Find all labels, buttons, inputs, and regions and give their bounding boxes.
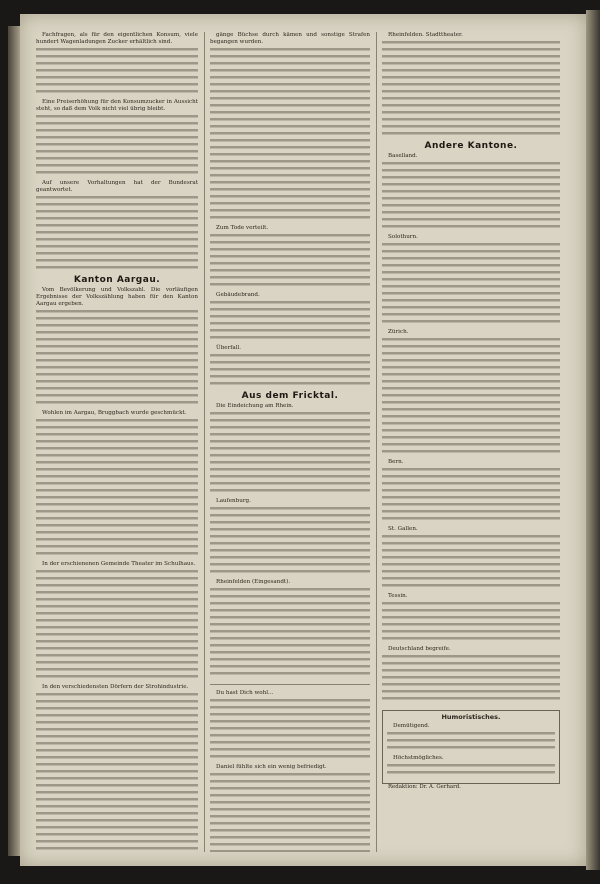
humor-box-title: Humoristisches. — [441, 713, 501, 721]
article-zucker: Eine Preiserhöhung für den Konsumzucker in Aussicht steht, so daß dem Volk nicht viel übrig bleibt. — [36, 99, 198, 112]
text-lines — [387, 764, 555, 778]
text-lines — [210, 48, 370, 223]
text-lines — [210, 588, 370, 678]
text-lines — [387, 732, 555, 753]
article-baselland: Baselland. — [388, 153, 418, 159]
text-lines — [210, 354, 370, 389]
text-lines — [382, 338, 560, 457]
article-zum-tod: Zum Tode verteilt. — [216, 225, 269, 231]
article-ueberfall: Überfall. — [216, 345, 242, 351]
text-lines — [210, 507, 370, 577]
text-lines — [210, 699, 370, 762]
text-lines — [382, 162, 560, 232]
newspaper-page — [20, 14, 586, 866]
column-3 — [382, 32, 560, 852]
article-deutschland: Deutschland begreife. — [388, 646, 451, 652]
text-lines — [382, 535, 560, 591]
text-lines — [36, 196, 198, 273]
column-rule — [376, 32, 377, 852]
article-eindeichung: Die Eindeichung am Rhein. — [216, 403, 294, 409]
humor-box — [382, 710, 560, 784]
article-theater: In der erschienenen Gemeinde Theater im Schulhaus. — [42, 561, 196, 567]
article-st-gallen: St. Gallen. — [388, 526, 418, 532]
column-2 — [210, 32, 370, 680]
text-lines — [36, 693, 198, 852]
text-lines — [382, 468, 560, 524]
text-lines — [36, 419, 198, 559]
text-lines — [36, 115, 198, 178]
article-wohlen: Wohlen im Aargau, Bruggbach wurde geschmückt. — [42, 410, 187, 416]
article-laufenburg: Laufenburg. — [216, 498, 251, 504]
editor-footer: Redaktion: Dr. A. Gerhard. — [388, 784, 461, 790]
humor-item: Höchstmögliches. — [393, 755, 444, 761]
section-rule — [210, 684, 370, 685]
serial-story — [210, 690, 370, 852]
story-paragraph: Du hast Dich wohl... — [216, 690, 274, 696]
text-lines — [382, 41, 560, 139]
column-1 — [36, 32, 198, 852]
article-zuerich: Zürich. — [388, 329, 409, 335]
article-solothurn: Solothurn. — [388, 234, 418, 240]
text-lines — [210, 301, 370, 343]
text-lines — [210, 412, 370, 496]
story-paragraph: Daniel fühlte sich ein wenig befriedigt. — [216, 764, 327, 770]
article-stadttheater: Rheinfelden. Stadttheater. — [388, 32, 463, 38]
text-lines — [382, 243, 560, 327]
section-heading-fricktal: Aus dem Fricktal. — [241, 391, 339, 401]
article-bern: Bern. — [388, 459, 404, 465]
article-rheinfelden: Rheinfelden (Eingesandt). — [216, 579, 291, 585]
column-rule — [204, 32, 205, 852]
text-lines — [36, 570, 198, 682]
text-lines — [382, 602, 560, 644]
article-tessin: Tessin. — [388, 593, 408, 599]
text-lines — [382, 655, 560, 704]
text-lines — [36, 48, 198, 97]
article-intro: gänge Büchse durch kämen und sonstige Strafen begangen wurden. — [210, 32, 370, 45]
humor-item: Demütigend. — [393, 723, 430, 729]
article-gebaeude: Gebäudebrand. — [216, 292, 260, 298]
article-bevoelkerung: Vom Bevölkerung und Volkszahl. Die vorläufigen Ergebnisse der Volkszählung haben für den Kanton Aargau ergeben. — [36, 287, 198, 307]
article-strohindustrie: In den verschiedensten Dörfern der Strohindustrie. — [42, 684, 189, 690]
section-heading-aargau: Kanton Aargau. — [73, 275, 161, 285]
article-bundesrat: Auf unsere Vorhaltungen hat der Bundesrat geantwortet. — [36, 180, 198, 193]
article-opening: Fachfragen, als für den eigentlichen Konsum, viele hundert Wagenladungen Zucker erhältlich sind. — [36, 32, 198, 45]
text-lines — [210, 234, 370, 290]
text-lines — [36, 310, 198, 408]
text-lines — [210, 773, 370, 852]
section-heading-andere-kantone: Andere Kantone. — [424, 141, 518, 151]
page-stack-edge — [586, 10, 600, 870]
